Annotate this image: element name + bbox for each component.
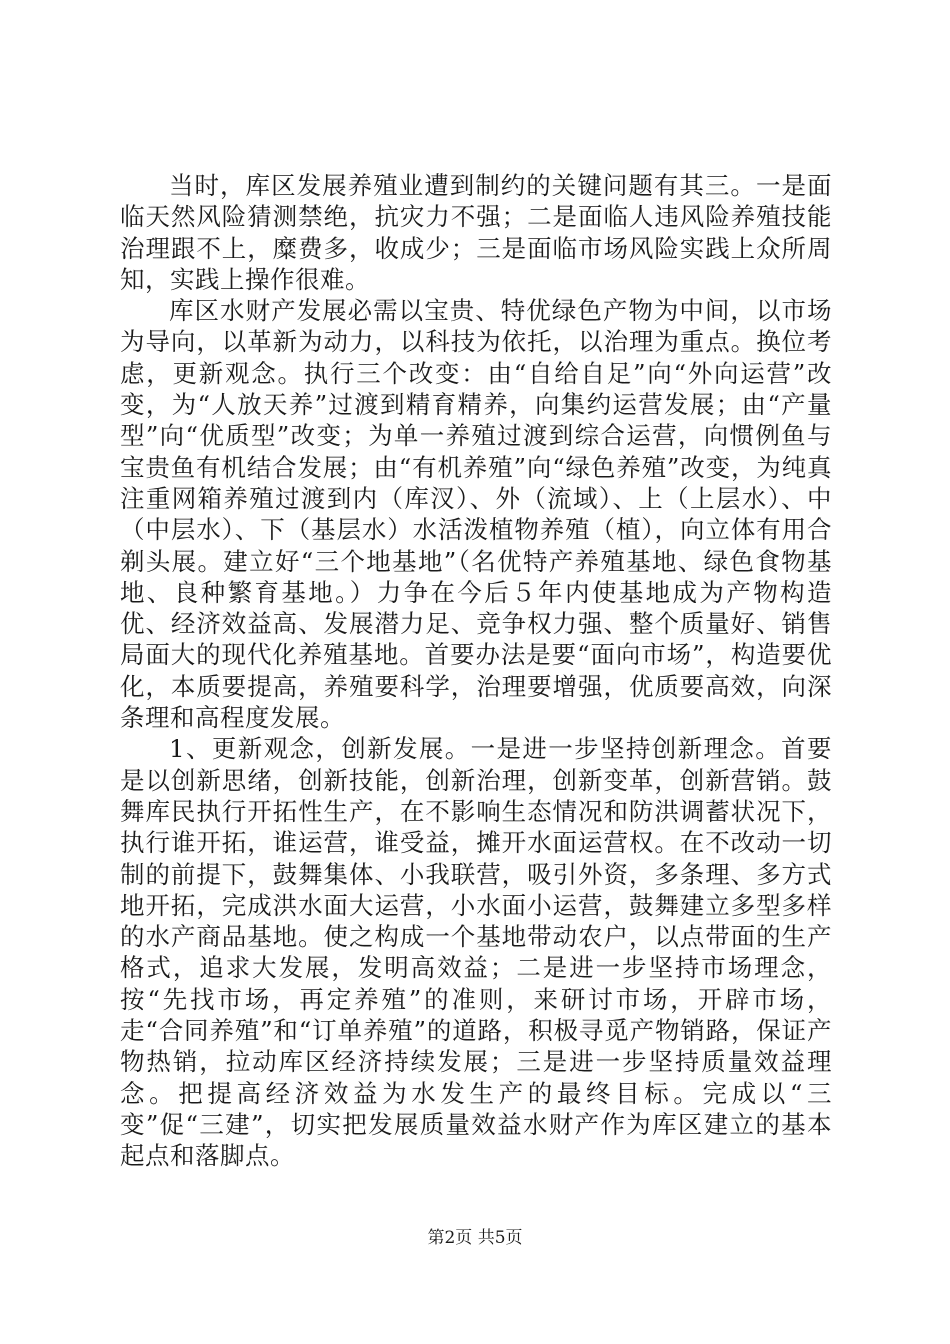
page-number-footer: 第2页 共5页 xyxy=(427,1228,523,1248)
paragraph-1: 当时，库区发展养殖业遭到制约的关键问题有其三。一是面临天然风险猜测禁绝，抗灾力不强；二是面临人违风险养殖技能治理跟不上，糜费多，收成少；三是面临市场风险实践上众所周知，实践上操作很难。 xyxy=(120,171,832,294)
paragraph-2: 库区水财产发展必需以宝贵、特优绿色产物为中间，以市场为导向，以革新为动力，以科技为依托，以治理为重点。换位考虑，更新观念。执行三个改变：由“自给自足”向“外向运营”改变，为“人放天养”过渡到精育精养，向集约运营发展；由“产量型”向“优质型”改变；为单一养殖过渡到综合运营，向惯例鱼与宝贵鱼有机结合发展；由“有机养殖”向“绿色养殖”改变，为纯真注重网箱养殖过渡到内（库汊）、外（流域）、上（上层水）、中（中层水）、下（基层水）水活泼植物养殖（植），向立体有用合剃头展。建立好“三个地基地”（名优特产养殖基地、绿色食物基地、良种繁育基地。）力争在今后５年内使基地成为产物构造优、经济效益高、发展潜力足、竞争权力强、整个质量好、销售局面大的现代化养殖基地。首要办法是要“面向市场”，构造要优化，本质要提高，养殖要科学，治理要增强，优质要高效，向深条理和高程度发展。 xyxy=(120,296,832,733)
document-body xyxy=(120,170,832,1172)
paragraph-3: 1、更新观念，创新发展。一是进一步坚持创新理念。首要是以创新思绪，创新技能，创新治理，创新变革，创新营销。鼓舞库民执行开拓性生产，在不影响生态情况和防洪调蓄状况下，执行谁开拓，谁运营，谁受益，摊开水面运营权。在不改动一切制的前提下，鼓舞集体、小我联营，吸引外资，多条理、多方式地开拓，完成洪水面大运营，小水面小运营，鼓舞建立多型多样的水产商品基地。使之构成一个基地带动农户，以点带面的生产格式，追求大发展，发明高效益；二是进一步坚持市场理念，按“先找市场，再定养殖”的准则，来研讨市场，开辟市场，走“合同养殖”和“订单养殖”的道路，积极寻觅产物销路，保证产物热销，拉动库区经济持续发展；三是进一步坚持质量效益理念。把提高经济效益为水发生产的最终目标。完成以“三变”促“三建”，切实把发展质量效益水财产作为库区建立的基本起点和落脚点。 xyxy=(120,734,832,1171)
